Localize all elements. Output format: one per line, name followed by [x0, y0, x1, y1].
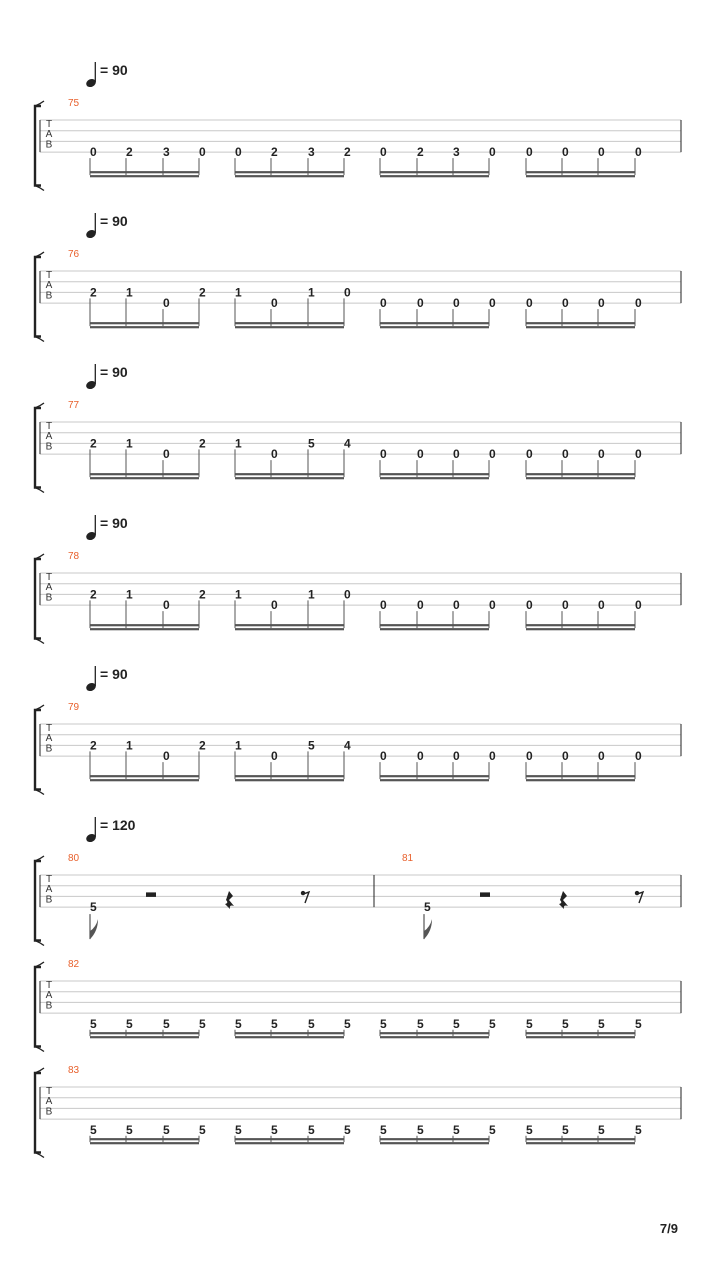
beam	[380, 628, 489, 630]
fret-number: 5	[380, 1016, 387, 1031]
beam	[380, 1138, 489, 1140]
tempo-marking: = 90	[100, 213, 128, 229]
beam	[380, 779, 489, 781]
fret-number: 0	[453, 296, 460, 311]
beam	[526, 326, 635, 328]
fret-number: 5	[598, 1122, 605, 1137]
fret-number: 0	[562, 598, 569, 613]
beam	[526, 477, 635, 479]
beam	[90, 175, 199, 177]
beam	[235, 624, 344, 626]
tab-clef-letter: T	[45, 980, 53, 991]
fret-number: 0	[489, 598, 496, 613]
measure-number: 79	[68, 702, 80, 713]
tab-clef-letter: B	[45, 592, 53, 604]
tab-clef-letter: A	[45, 280, 53, 292]
beam	[526, 175, 635, 177]
beam	[90, 1142, 199, 1144]
staff-system	[35, 959, 681, 1052]
beam	[380, 775, 489, 777]
tempo-marking: = 90	[100, 515, 128, 531]
fret-number: 1	[308, 285, 315, 300]
fret-number: 0	[380, 598, 387, 613]
fret-number: 0	[489, 145, 496, 160]
fret-number: 5	[562, 1122, 569, 1137]
tab-clef-letter: B	[45, 1106, 53, 1118]
fret-number: 5	[526, 1122, 533, 1137]
fret-number: 0	[635, 598, 642, 613]
fret-number: 0	[526, 749, 533, 764]
fret-number: 2	[199, 285, 206, 300]
staff-system	[35, 213, 681, 342]
fret-number: 0	[271, 447, 278, 462]
fret-number: 0	[235, 145, 242, 160]
tab-clef-letter: A	[45, 990, 53, 1002]
beam	[526, 473, 635, 475]
fret-number: 0	[562, 145, 569, 160]
fret-number: 2	[199, 436, 206, 451]
tab-clef-letter: B	[45, 290, 53, 302]
beam	[90, 624, 199, 626]
fret-number: 0	[526, 447, 533, 462]
tab-clef-letter: A	[45, 431, 53, 443]
fret-number: 5	[90, 900, 97, 915]
fret-number: 5	[126, 1122, 133, 1137]
fret-number: 5	[453, 1122, 460, 1137]
fret-number: 5	[598, 1016, 605, 1031]
fret-number: 0	[489, 296, 496, 311]
tempo-marking: = 90	[100, 364, 128, 380]
fret-number: 5	[344, 1122, 351, 1137]
beam	[90, 477, 199, 479]
beam	[90, 779, 199, 781]
staff-system	[35, 62, 681, 191]
measure-number: 80	[68, 853, 80, 864]
measure-number: 78	[68, 551, 80, 562]
fret-number: 0	[489, 749, 496, 764]
fret-number: 0	[598, 296, 605, 311]
tab-clef-letter: T	[45, 421, 53, 432]
beam	[235, 775, 344, 777]
beam	[380, 171, 489, 173]
fret-number: 0	[417, 749, 424, 764]
fret-number: 0	[90, 145, 97, 160]
fret-number: 2	[199, 587, 206, 602]
fret-number: 0	[453, 598, 460, 613]
measure-number: 83	[68, 1065, 80, 1076]
staff-system	[35, 817, 681, 946]
measure-number: 82	[68, 959, 80, 970]
fret-number: 0	[271, 598, 278, 613]
beam	[526, 779, 635, 781]
beam	[235, 326, 344, 328]
tab-clef-letter: B	[45, 743, 53, 755]
beam	[90, 326, 199, 328]
tab-clef-letter: T	[45, 874, 53, 885]
beam	[235, 477, 344, 479]
half-rest-icon	[146, 892, 156, 897]
fret-number: 2	[271, 145, 278, 160]
tempo-marking: = 90	[100, 666, 128, 682]
fret-number: 5	[163, 1016, 170, 1031]
measure-number: 77	[68, 400, 80, 411]
beam	[235, 473, 344, 475]
fret-number: 1	[126, 436, 133, 451]
fret-number: 5	[562, 1016, 569, 1031]
beam	[380, 477, 489, 479]
fret-number: 2	[126, 145, 133, 160]
beam	[380, 1036, 489, 1038]
fret-number: 5	[635, 1122, 642, 1137]
fret-number: 2	[90, 436, 97, 451]
beam	[380, 326, 489, 328]
fret-number: 0	[562, 447, 569, 462]
beam	[526, 1142, 635, 1144]
beam	[526, 628, 635, 630]
fret-number: 5	[453, 1016, 460, 1031]
fret-number: 0	[417, 598, 424, 613]
beam	[235, 1036, 344, 1038]
fret-number: 1	[235, 738, 242, 753]
beam	[526, 1138, 635, 1140]
fret-number: 2	[199, 738, 206, 753]
quarter-rest-icon	[559, 891, 568, 909]
quarter-rest-icon	[225, 891, 234, 909]
beam	[235, 171, 344, 173]
fret-number: 5	[489, 1016, 496, 1031]
fret-number: 0	[199, 145, 206, 160]
fret-number: 1	[308, 587, 315, 602]
fret-number: 0	[489, 447, 496, 462]
measure-number: 75	[68, 98, 80, 109]
fret-number: 0	[635, 447, 642, 462]
beam	[380, 322, 489, 324]
fret-number: 5	[235, 1016, 242, 1031]
fret-number: 0	[417, 296, 424, 311]
fret-number: 0	[598, 145, 605, 160]
tab-clef-letter: A	[45, 129, 53, 141]
beam	[90, 628, 199, 630]
beam	[526, 1032, 635, 1034]
beam	[90, 322, 199, 324]
fret-number: 0	[380, 749, 387, 764]
note-flag	[90, 919, 98, 939]
fret-number: 5	[635, 1016, 642, 1031]
tempo-marking: = 90	[100, 62, 128, 78]
fret-number: 5	[126, 1016, 133, 1031]
fret-number: 0	[163, 447, 170, 462]
fret-number: 0	[344, 285, 351, 300]
beam	[526, 1036, 635, 1038]
fret-number: 5	[90, 1016, 97, 1031]
tab-clef-letter: B	[45, 1000, 53, 1012]
fret-number: 5	[308, 1016, 315, 1031]
fret-number: 5	[308, 1122, 315, 1137]
fret-number: 0	[562, 749, 569, 764]
fret-number: 2	[90, 587, 97, 602]
fret-number: 0	[598, 598, 605, 613]
fret-number: 0	[163, 598, 170, 613]
fret-number: 0	[598, 447, 605, 462]
beam	[90, 1138, 199, 1140]
fret-number: 0	[417, 447, 424, 462]
fret-number: 0	[526, 145, 533, 160]
beam	[235, 322, 344, 324]
fret-number: 0	[635, 749, 642, 764]
beam	[90, 1032, 199, 1034]
beam	[526, 775, 635, 777]
fret-number: 0	[163, 749, 170, 764]
beam	[235, 628, 344, 630]
fret-number: 1	[235, 436, 242, 451]
fret-number: 0	[453, 749, 460, 764]
fret-number: 2	[90, 738, 97, 753]
fret-number: 5	[163, 1122, 170, 1137]
staff-system	[35, 364, 681, 493]
beam	[526, 322, 635, 324]
page-number: 7/9	[659, 1221, 678, 1236]
eighth-rest-stroke	[637, 892, 643, 903]
fret-number: 4	[344, 436, 351, 451]
fret-number: 5	[526, 1016, 533, 1031]
fret-number: 2	[90, 285, 97, 300]
tab-clef-letter: B	[45, 441, 53, 453]
tab-clef-letter: T	[45, 723, 53, 734]
tab-clef-letter: T	[45, 119, 53, 130]
fret-number: 1	[126, 285, 133, 300]
fret-number: 5	[308, 436, 315, 451]
fret-number: 0	[380, 296, 387, 311]
fret-number: 0	[163, 296, 170, 311]
fret-number: 5	[308, 738, 315, 753]
fret-number: 1	[235, 285, 242, 300]
eighth-rest-stroke	[303, 892, 309, 903]
staff-system	[35, 515, 681, 644]
fret-number: 5	[380, 1122, 387, 1137]
tab-clef-letter: T	[45, 1086, 53, 1097]
tab-clef-letter: A	[45, 1096, 53, 1108]
tempo-marking: = 120	[100, 817, 136, 833]
fret-number: 0	[380, 447, 387, 462]
beam	[235, 1138, 344, 1140]
beam	[380, 1142, 489, 1144]
fret-number: 0	[380, 145, 387, 160]
beam	[380, 1032, 489, 1034]
measure-number: 81	[402, 853, 414, 864]
fret-number: 5	[199, 1122, 206, 1137]
fret-number: 5	[271, 1122, 278, 1137]
fret-number: 0	[562, 296, 569, 311]
fret-number: 0	[598, 749, 605, 764]
fret-number: 0	[635, 296, 642, 311]
fret-number: 3	[453, 145, 460, 160]
tab-clef-letter: T	[45, 572, 53, 583]
fret-number: 1	[126, 738, 133, 753]
fret-number: 0	[526, 598, 533, 613]
beam	[526, 624, 635, 626]
fret-number: 3	[308, 145, 315, 160]
fret-number: 0	[271, 749, 278, 764]
fret-number: 3	[163, 145, 170, 160]
fret-number: 5	[90, 1122, 97, 1137]
tab-clef-letter: T	[45, 270, 53, 281]
beam	[526, 171, 635, 173]
fret-number: 5	[417, 1122, 424, 1137]
beam	[235, 1032, 344, 1034]
fret-number: 0	[271, 296, 278, 311]
half-rest-icon	[480, 892, 490, 897]
fret-number: 5	[489, 1122, 496, 1137]
beam	[380, 624, 489, 626]
tab-clef-letter: B	[45, 894, 53, 906]
beam	[380, 175, 489, 177]
fret-number: 5	[344, 1016, 351, 1031]
beam	[235, 175, 344, 177]
fret-number: 5	[199, 1016, 206, 1031]
tab-clef-letter: A	[45, 582, 53, 594]
fret-number: 1	[235, 587, 242, 602]
staff-system	[35, 666, 681, 795]
beam	[380, 473, 489, 475]
fret-number: 0	[453, 447, 460, 462]
fret-number: 4	[344, 738, 351, 753]
tab-clef-letter: A	[45, 884, 53, 896]
beam	[90, 171, 199, 173]
fret-number: 2	[417, 145, 424, 160]
fret-number: 1	[126, 587, 133, 602]
note-flag	[424, 919, 432, 939]
tab-clef-letter: B	[45, 139, 53, 151]
tab-clef-letter: A	[45, 733, 53, 745]
fret-number: 0	[344, 587, 351, 602]
fret-number: 2	[344, 145, 351, 160]
fret-number: 0	[635, 145, 642, 160]
fret-number: 5	[417, 1016, 424, 1031]
fret-number: 5	[424, 900, 431, 915]
beam	[235, 779, 344, 781]
beam	[235, 1142, 344, 1144]
measure-number: 76	[68, 249, 80, 260]
beam	[90, 775, 199, 777]
beam	[90, 1036, 199, 1038]
fret-number: 5	[235, 1122, 242, 1137]
staff-system	[35, 1065, 681, 1158]
fret-number: 0	[526, 296, 533, 311]
beam	[90, 473, 199, 475]
fret-number: 5	[271, 1016, 278, 1031]
